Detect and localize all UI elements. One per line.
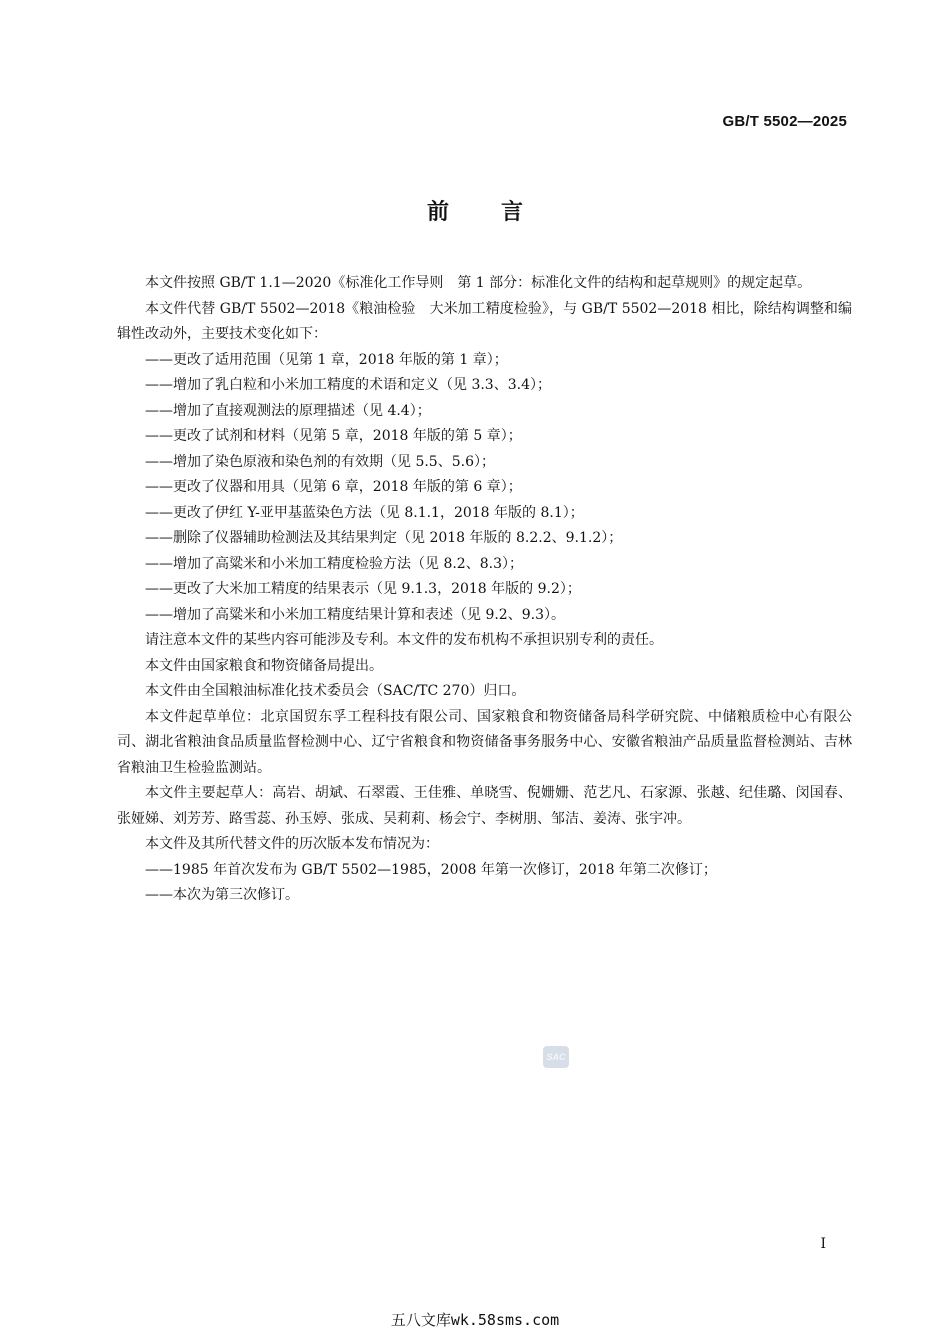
- paragraph-drafting-units: 本文件起草单位：北京国贸东孚工程科技有限公司、国家粮食和物资储备局科学研究院、中储粮质检中心有限公司、湖北省粮油食品质量监督检测中心、辽宁省粮食和物资储备事务服务中心、安徽省粮油产品质量监督检测站、吉林省粮油卫生检验监测站。: [117, 708, 852, 776]
- standard-code: GB/T 5502—2025: [722, 113, 847, 130]
- foreword-body: [117, 271, 852, 909]
- sac-watermark-logo: SAC: [543, 1046, 569, 1068]
- change-item: ——删除了仪器辅助检测法及其结果判定（见 2018 年版的 8.2.2、9.1.2）；: [145, 530, 623, 546]
- title-char-2: 言: [501, 200, 524, 225]
- change-item: ——增加了染色原液和染色剂的有效期（见 5.5、5.6）；: [145, 453, 495, 470]
- paragraph-drafters: 本文件主要起草人：高岩、胡斌、石翠霞、王佳雅、单晓雪、倪姗姗、范艺凡、石家源、张越、纪佳璐、闵国春、张娅娣、刘芳芳、路雪蕊、孙玉婷、张成、吴莉莉、杨会宁、李树朋、邹洁、姜涛、张宇冲。: [117, 785, 852, 827]
- paragraph-history-intro: 本文件及其所代替文件的历次版本发布情况为：: [145, 836, 439, 852]
- history-item: ——1985 年首次发布为 GB/T 5502—1985，2008 年第一次修订，2018 年第二次修订；: [145, 861, 717, 878]
- footer-watermark-text: 五八文库wk.58sms.com: [390, 1311, 560, 1329]
- change-item: ——更改了伊红 Y-亚甲基蓝染色方法（见 8.1.1，2018 年版的 8.1）；: [145, 504, 584, 521]
- change-item: ——增加了高粱米和小米加工精度结果计算和表述（见 9.2、9.3）。: [145, 606, 565, 623]
- paragraph-patent: 请注意本文件的某些内容可能涉及专利。本文件的发布机构不承担识别专利的责任。: [145, 632, 663, 648]
- change-item: ——更改了仪器和用具（见第 6 章，2018 年版的第 6 章）；: [145, 479, 522, 495]
- change-item: ——更改了大米加工精度的结果表示（见 9.1.3，2018 年版的 9.2）；: [145, 581, 581, 597]
- title-char-1: 前: [426, 200, 449, 225]
- page-number: I: [820, 1236, 826, 1252]
- paragraph-replacement: 本文件代替 GB/T 5502—2018《粮油检验 大米加工精度检验》，与 GB/T 5502—2018 相比，除结构调整和编辑性改动外，主要技术变化如下：: [117, 300, 852, 342]
- paragraph-drafting-rules: 本文件按照 GB/T 1.1—2020《标准化工作导则 第 1 部分：标准化文件的结构和起草规则》的规定起草。: [145, 275, 812, 291]
- change-item: ——增加了乳白粒和小米加工精度的术语和定义（见 3.3、3.4）；: [145, 377, 551, 393]
- history-item: ——本次为第三次修订。: [145, 887, 299, 903]
- change-item: ——更改了适用范围（见第 1 章，2018 年版的第 1 章）；: [145, 351, 508, 368]
- paragraph-centralized: 本文件由全国粮油标准化技术委员会（SAC/TC 270）归口。: [145, 683, 526, 699]
- change-item: ——更改了试剂和材料（见第 5 章，2018 年版的第 5 章）；: [145, 428, 522, 444]
- change-item: ——增加了高粱米和小米加工精度检验方法（见 8.2、8.3）；: [145, 555, 523, 572]
- page-title: [0, 195, 950, 226]
- change-item: ——增加了直接观测法的原理描述（见 4.4）；: [145, 402, 431, 419]
- paragraph-proposed: 本文件由国家粮食和物资储备局提出。: [145, 657, 383, 674]
